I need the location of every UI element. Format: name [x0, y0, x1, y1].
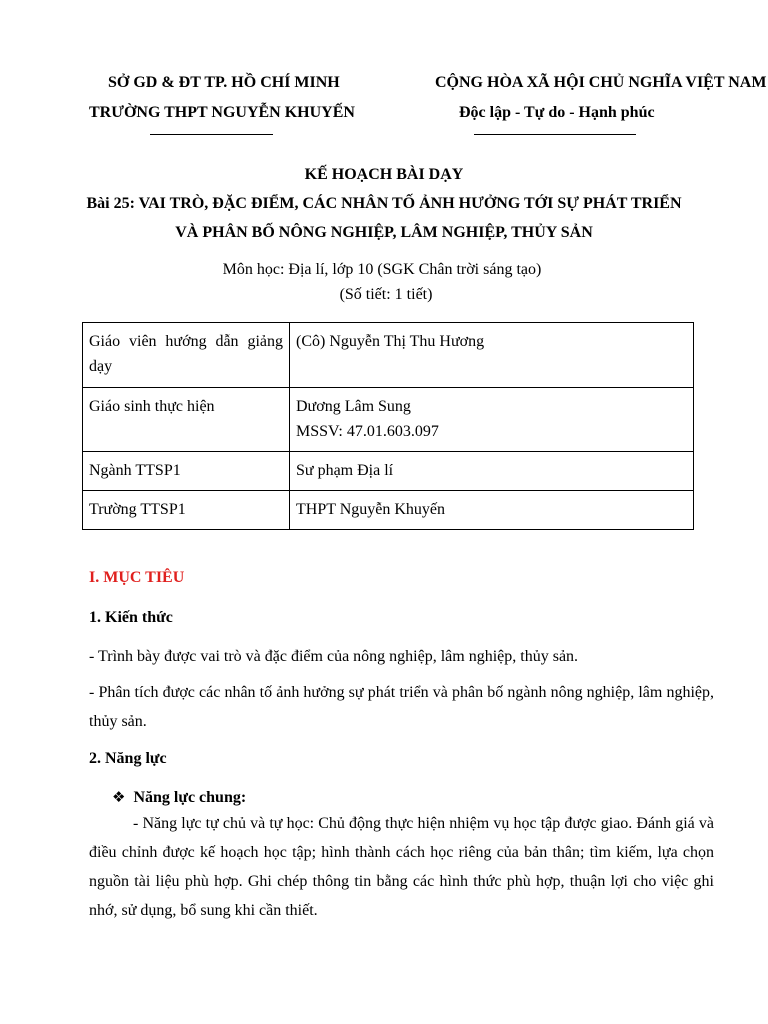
- cell-text: Dương Lâm Sung: [296, 398, 411, 415]
- cell-text: Sư phạm Địa lí: [296, 462, 394, 479]
- table-row: [83, 388, 694, 452]
- lesson-title-line2: VÀ PHÂN BỐ NÔNG NGHIỆP, LÂM NGHIỆP, THỦY SẢN: [175, 224, 593, 241]
- table-cell-value: [290, 491, 694, 530]
- national-title: CỘNG HÒA XÃ HỘI CHỦ NGHĨA VIỆT NAM: [435, 74, 767, 91]
- cell-text: THPT Nguyễn Khuyến: [296, 501, 446, 518]
- left-header-rule: [150, 134, 273, 135]
- cell-text: (Cô) Nguyễn Thị Thu Hương: [296, 333, 485, 350]
- lesson-title-line1: Bài 25: VAI TRÒ, ĐẶC ĐIỂM, CÁC NHÂN TỐ ẢNH HƯỞNG TỚI SỰ PHÁT TRIỂN: [86, 195, 682, 212]
- cell-text: Trường TTSP1: [89, 501, 186, 518]
- national-motto: Độc lập - Tự do - Hạnh phúc: [459, 104, 655, 121]
- knowledge-item-2: - Phân tích được các nhân tố ảnh hưởng sự phát triển và phân bố ngành nông nghiệp, lâm nghiệp, thủy sản.: [89, 684, 714, 730]
- table-cell-label: [83, 491, 290, 530]
- bullet-item: [112, 783, 246, 812]
- cell-text: MSSV: 47.01.603.097: [296, 423, 439, 440]
- table-row: [83, 452, 694, 491]
- diamond-bullet-icon: ❖: [112, 788, 126, 806]
- info-table: [82, 322, 694, 530]
- competency-paragraph: - Năng lực tự chủ và tự học: Chủ động thực hiện nhiệm vụ học tập được giao. Đánh giá và điều chỉnh được kế hoạch học tập; hình thành cách học riêng của bản thân; tìm kiếm, lựa chọn nguồn tài liệu phù hợp. Ghi chép thông tin bằng các hình thức phù hợp, thuận lợi cho việc ghi nhớ, sử dụng, bổ sung khi cần thiết.: [89, 815, 714, 919]
- cell-text: Ngành TTSP1: [89, 462, 181, 479]
- document-title: KẾ HOẠCH BÀI DẠY: [304, 166, 464, 183]
- table-cell-label: [83, 452, 290, 491]
- subsection-heading-competency: 2. Năng lực: [89, 750, 167, 767]
- right-header-rule: [474, 134, 636, 135]
- table-row: [83, 491, 694, 530]
- school-name: TRƯỜNG THPT NGUYỄN KHUYẾN: [89, 104, 355, 121]
- table-cell-value: [290, 388, 694, 452]
- department-name: SỞ GD & ĐT TP. HỒ CHÍ MINH: [108, 74, 340, 91]
- bullet-heading: Năng lực chung:: [133, 789, 247, 806]
- cell-text: Giáo viên hướng dẫn giảng dạy: [89, 333, 283, 375]
- table-cell-label: [83, 323, 290, 388]
- table-row: [83, 323, 694, 388]
- periods-line: (Số tiết: 1 tiết): [339, 286, 433, 303]
- table-cell-label: [83, 388, 290, 452]
- table-cell-value: [290, 323, 694, 388]
- section-heading: I. MỤC TIÊU: [89, 569, 185, 586]
- subsection-heading-knowledge: 1. Kiến thức: [89, 609, 173, 626]
- cell-text: Giáo sinh thực hiện: [89, 398, 215, 415]
- knowledge-item-1: - Trình bày được vai trò và đặc điểm của nông nghiệp, lâm nghiệp, thủy sản.: [89, 648, 579, 665]
- subject-line: Môn học: Địa lí, lớp 10 (SGK Chân trời sáng tạo): [222, 261, 542, 278]
- table-cell-value: [290, 452, 694, 491]
